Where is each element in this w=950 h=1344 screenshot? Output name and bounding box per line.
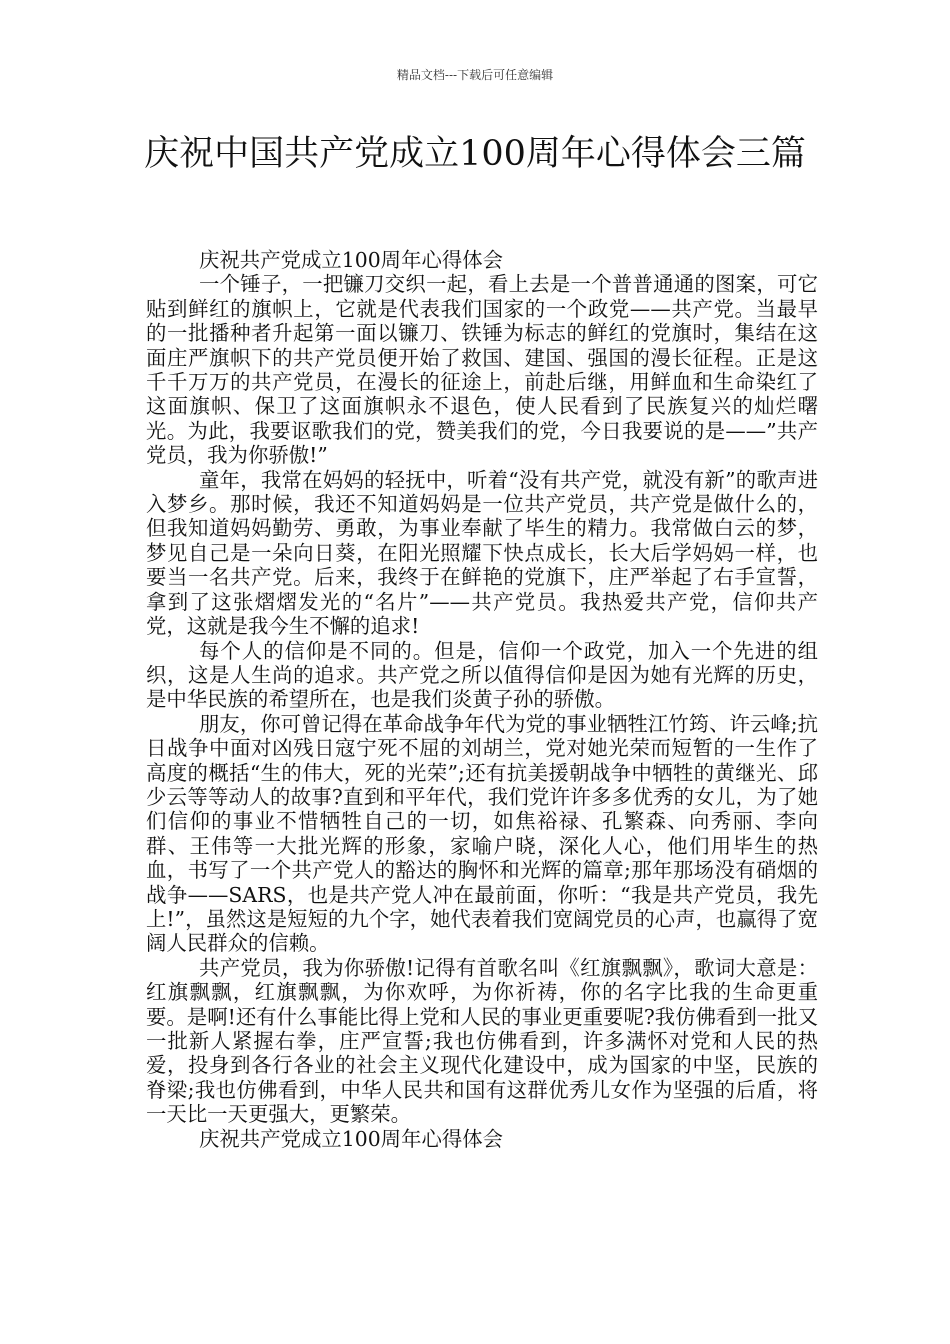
paragraph: 共产党员，我为你骄傲!记得有首歌名叫《红旗飘飘》，歌词大意是：红旗飘飘，红旗飘飘，为你欢呼，为你祈祷，你的名字比我的生命更重要。是啊!还有什么事能比得上党和人民的事业更重要呢?我仿佛看到一批又一批新人紧握右拳，庄严宣誓;我也仿佛看到，许多满怀对党和人民的热爱，投身到各行各业的社会主义现代化建设中，成为国家的中坚，民族的脊梁;我也仿佛看到，中华人民共和国有这群优秀儿女作为坚强的后盾，将一天比一天更强大，更繁荣。 <box>146 955 818 1127</box>
paragraph: 朋友，你可曾记得在革命战争年代为党的事业牺牲江竹筠、许云峰;抗日战争中面对凶残日寇宁死不屈的刘胡兰，党对她光荣而短暂的一生作了高度的概括“生的伟大，死的光荣”;还有抗美援朝战争中牺牲的黄继光、邱少云等等动人的故事?直到和平年代，我们党许许多多优秀的女儿，为了她们信仰的事业不惜牺牲自己的一切，如焦裕禄、孔繁森、向秀丽、李向群、王伟等一大批光辉的形象，家喻户晓，深化人心，他们用毕生的热血，书写了一个共产党人的豁达的胸怀和光辉的篇章;那年那场没有硝烟的战争——SARS，也是共产党人冲在最前面，你听：“我是共产党员，我先上!”，虽然这是短短的九个字，她代表着我们宽阔党员的心声，也赢得了宽阔人民群众的信赖。 <box>146 711 818 956</box>
header-note: 精品文档---下载后可任意编辑 <box>396 68 554 82</box>
document-body <box>146 248 818 1151</box>
paragraph: 童年，我常在妈妈的轻抚中，听着“没有共产党，就没有新”的歌声进入梦乡。那时候，我还不知道妈妈是一位共产党员，共产党是做什么的，但我知道妈妈勤劳、勇敢，为事业奉献了毕生的精力。我常做白云的梦，梦见自己是一朵向日葵，在阳光照耀下快点成长，长大后学妈妈一样，也要当一名共产党。后来，我终于在鲜艳的党旗下，庄严举起了右手宣誓，拿到了这张熠熠发光的“名片”——共产党员。我热爱共产党，信仰共产党，这就是我今生不懈的追求! <box>146 467 818 639</box>
document-title: 庆祝中国共产党成立100周年心得体会三篇 <box>144 134 806 174</box>
paragraph: 一个锤子，一把镰刀交织一起，看上去是一个普普通通的图案，可它贴到鲜红的旗帜上，它就是代表我们国家的一个政党——共产党。当最早的一批播种者升起第一面以镰刀、铁锤为标志的鲜红的党旗时，集结在这面庄严旗帜下的共产党员便开始了救国、建国、强国的漫长征程。正是这千千万万的共产党员，在漫长的征途上，前赴后继，用鲜血和生命染红了这面旗帜、保卫了这面旗帜永不退色，使人民看到了民族复兴的灿烂曙光。为此，我要讴歌我们的党，赞美我们的党，今日我要说的是——”共产党员，我为你骄傲!” <box>146 272 818 468</box>
section-heading: 庆祝共产党成立100周年心得体会 <box>199 1126 504 1151</box>
section-heading: 庆祝共产党成立100周年心得体会 <box>199 248 504 272</box>
paragraph: 每个人的信仰是不同的。但是，信仰一个政党，加入一个先进的组织，这是人生尚的追求。共产党之所以值得信仰是因为她有光辉的历史，是中华民族的希望所在，也是我们炎黄子孙的骄傲。 <box>146 638 818 712</box>
